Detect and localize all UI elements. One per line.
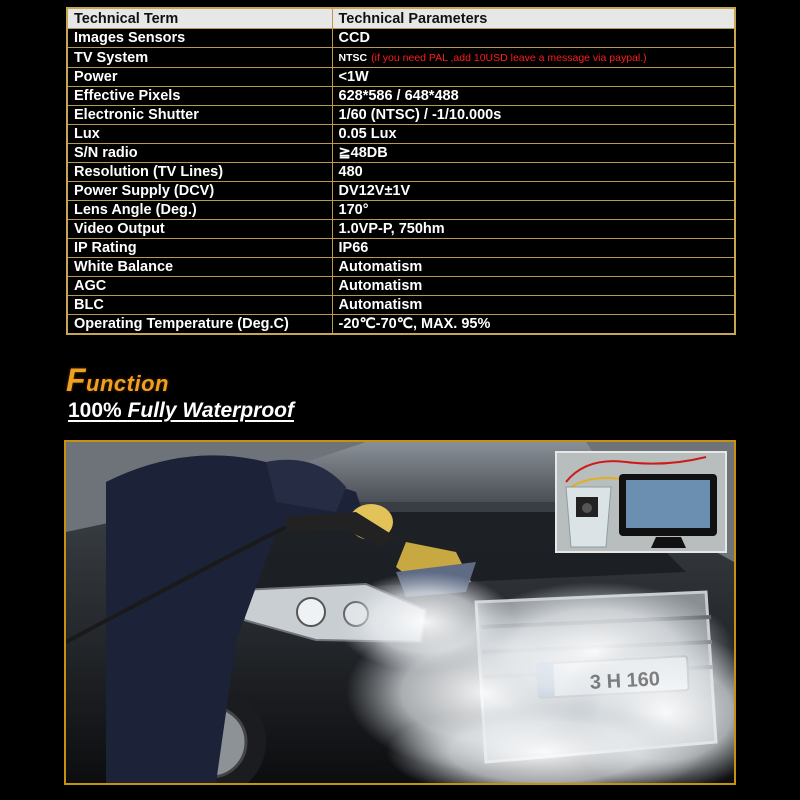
table-row bbox=[67, 48, 735, 68]
row-value-text: Automatism bbox=[338, 297, 423, 313]
row-term: Operating Temperature (Deg.C) bbox=[67, 315, 332, 335]
table-row bbox=[67, 296, 735, 315]
row-value bbox=[332, 277, 735, 296]
row-term: Power Supply (DCV) bbox=[67, 182, 332, 201]
row-value-text: Automatism bbox=[338, 259, 423, 275]
row-value bbox=[332, 29, 735, 48]
table-header-row bbox=[67, 8, 735, 29]
function-heading bbox=[66, 362, 169, 399]
row-term: S/N radio bbox=[67, 144, 332, 163]
row-term: Images Sensors bbox=[67, 29, 332, 48]
row-term: Power bbox=[67, 68, 332, 87]
row-value bbox=[332, 163, 735, 182]
row-value bbox=[332, 239, 735, 258]
plate-text: 3 H 160 bbox=[589, 668, 661, 694]
row-value-text: 1.0VP-P, 750hm bbox=[338, 221, 445, 237]
row-value-text: <1W bbox=[338, 69, 369, 85]
inset-camera-monitor bbox=[556, 452, 726, 552]
table-row bbox=[67, 201, 735, 220]
row-term: Video Output bbox=[67, 220, 332, 239]
row-value bbox=[332, 68, 735, 87]
table-row bbox=[67, 125, 735, 144]
row-value bbox=[332, 125, 735, 144]
table-row bbox=[67, 220, 735, 239]
function-heading-rest: unction bbox=[86, 371, 169, 396]
table-row bbox=[67, 68, 735, 87]
header-technical-term: Technical Term bbox=[67, 8, 332, 29]
row-term: TV System bbox=[67, 48, 332, 68]
row-value bbox=[332, 48, 735, 68]
waterproof-subtitle bbox=[68, 399, 294, 423]
row-value bbox=[332, 182, 735, 201]
spec-table bbox=[66, 7, 736, 335]
row-term: Electronic Shutter bbox=[67, 106, 332, 125]
row-value-text: Automatism bbox=[338, 278, 423, 294]
table-row bbox=[67, 87, 735, 106]
row-term: IP Rating bbox=[67, 239, 332, 258]
table-row bbox=[67, 144, 735, 163]
table-row bbox=[67, 106, 735, 125]
row-term: Lux bbox=[67, 125, 332, 144]
waterproof-demo-photo bbox=[64, 440, 736, 785]
row-value-text: 1/60 (NTSC) / -1/10.000s bbox=[338, 107, 502, 123]
row-value-text: 170° bbox=[338, 202, 369, 218]
row-value bbox=[332, 220, 735, 239]
row-value bbox=[332, 87, 735, 106]
row-term: Lens Angle (Deg.) bbox=[67, 201, 332, 220]
row-value-note: (if you need PAL ,add 10USD leave a message via paypal.) bbox=[371, 52, 647, 64]
table-row bbox=[67, 315, 735, 335]
row-value bbox=[332, 315, 735, 335]
table-row bbox=[67, 182, 735, 201]
waterproof-prefix: 100% bbox=[68, 399, 128, 422]
row-value bbox=[332, 296, 735, 315]
row-value-text: 480 bbox=[338, 164, 363, 180]
row-value bbox=[332, 258, 735, 277]
row-value-text: -20℃-70℃, MAX. 95% bbox=[338, 316, 491, 332]
table-row bbox=[67, 258, 735, 277]
row-value bbox=[332, 144, 735, 163]
table-row bbox=[67, 29, 735, 48]
waterproof-text: Fully Waterproof bbox=[127, 399, 294, 422]
row-term: AGC bbox=[67, 277, 332, 296]
row-value-text: CCD bbox=[338, 30, 370, 46]
row-value-text: 0.05 Lux bbox=[338, 126, 397, 142]
row-value-text: 628*586 / 648*488 bbox=[338, 88, 459, 104]
table-row bbox=[67, 277, 735, 296]
row-value bbox=[332, 106, 735, 125]
row-value-text: ≧48DB bbox=[338, 145, 388, 161]
row-value-text: NTSC bbox=[338, 52, 368, 64]
row-term: Effective Pixels bbox=[67, 87, 332, 106]
spec-table-body bbox=[67, 29, 735, 335]
row-value bbox=[332, 201, 735, 220]
car-wash-illustration bbox=[66, 442, 734, 783]
row-value-text: IP66 bbox=[338, 240, 369, 256]
row-term: White Balance bbox=[67, 258, 332, 277]
row-term: Resolution (TV Lines) bbox=[67, 163, 332, 182]
header-technical-parameters: Technical Parameters bbox=[332, 8, 735, 29]
row-value-text: DV12V±1V bbox=[338, 183, 411, 199]
table-row bbox=[67, 163, 735, 182]
row-term: BLC bbox=[67, 296, 332, 315]
function-heading-initial: F bbox=[66, 362, 87, 398]
table-row bbox=[67, 239, 735, 258]
